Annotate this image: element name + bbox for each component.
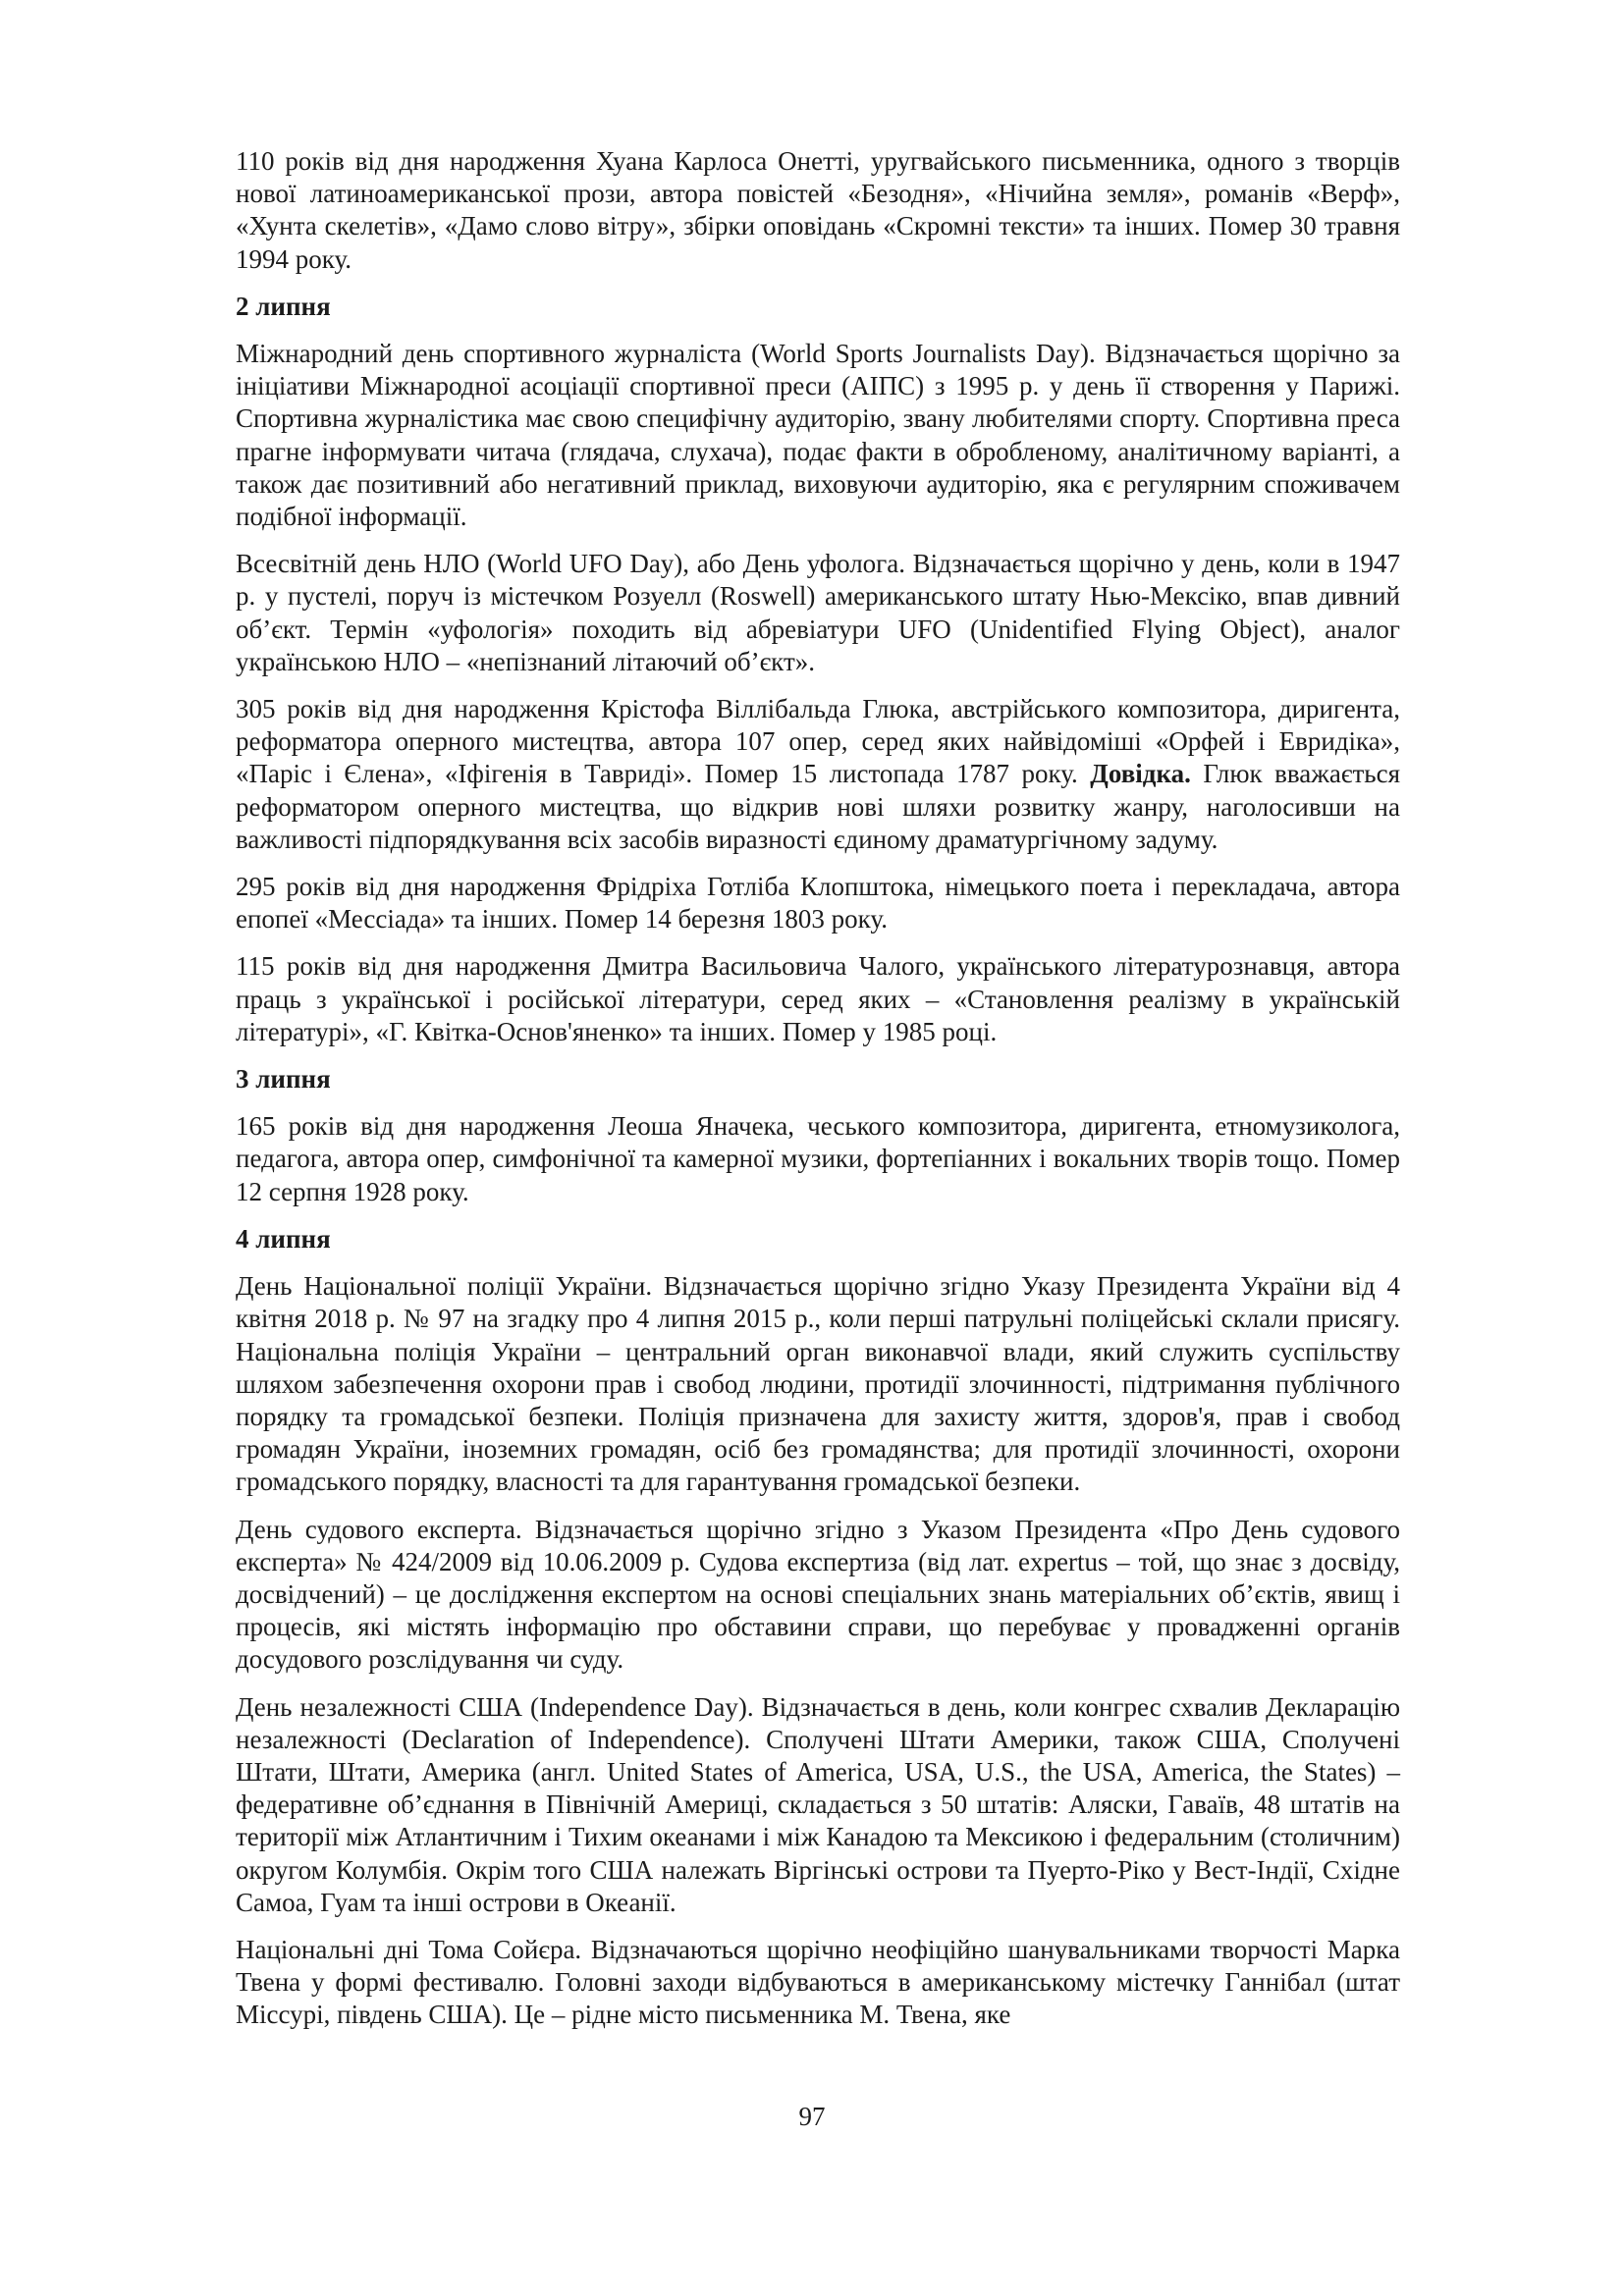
paragraph-ufo-day: Всесвітній день НЛО (World UFO Day), або День уфолога. Відзначається щорічно у день, коли в 1947 р. у пустелі, поруч із містечком Розуелл (Roswell) американського штату Нью-Мексіко, впав дивний об’єкт. Термін «уфологія» походить від абревіатури UFO (Unidentified Flying Object), аналог українською НЛО – «непізнаний літаючий об’єкт». <box>236 549 1400 676</box>
date-heading-july-3: 3 липня <box>236 1064 331 1095</box>
reference-text: Глюк вважається реформатором оперного мистецтва, що відкрив нові шляхи розвитку жанру, наголосивши на важливості підпорядкування всіх засобів виразності єдиному драматургічному задуму. <box>236 759 1400 854</box>
paragraph-gluck-main: 305 років від дня народження Крістофа Віллібальда Глюка, австрійського композитора, диригента, реформатора оперного мистецтва, автора 107 опер, серед яких найвідоміші «Орфей і Евридіка», «Паріс і Єлена», «Іфігенія в Тавриді». Помер 15 листопада 1787 року. <box>236 694 1400 789</box>
paragraph-usa-independence-day: День незалежності США (Independence Day). Відзначається в день, коли конгрес схвалив Декларацію незалежності (Declaration of Independence). Сполучені Штати Америки, також США, Сполучені Штати, Штати, Америка (англ. United States of America, USA, U.S., the USA, America, the States) – федеративне об’єднання в Північній Америці, складається з 50 штатів: Аляски, Гаваїв, 48 штатів на території між Атлантичним і Тихим океанами і між Канадою та Мексикою і федеральним (столичним) округом Колумбія. Окрім того США належать Віргінські острови та Пуерто-Ріко у Вест-Індії, Східне Самоа, Гуам та інші острови в Океанії. <box>236 1691 1400 1917</box>
paragraph-tom-sawyer-days: Національні дні Тома Сойєра. Відзначаються щорічно неофіційно шанувальниками творчості Марка Твена у формі фестивалю. Головні заходи відбуваються в американському містечку Ганнібал (штат Міссурі, південь США). Це – рідне місто письменника М. Твена, яке <box>236 1934 1400 2030</box>
paragraph-sports-journalist-day: Міжнародний день спортивного журналіста (World Sports Journalists Day). Відзначається щорічно за ініціативи Міжнародної асоціації спортивної преси (АІПС) з 1995 р. у день її створення у Парижі. Спортивна журналістика має свою специфічну аудиторію, звану любителями спорту. Спортивна преса прагне інформувати читача (глядача, слухача), подає факти в обробленому, аналітичному варіанті, а також дає позитивний або негативний приклад, виховуючи аудиторію, яка є регулярним споживачем подібної інформації. <box>236 339 1400 532</box>
date-heading-july-4: 4 липня <box>236 1223 331 1254</box>
reference-label: Довідка. <box>1090 759 1191 789</box>
page-number: 97 <box>798 2102 826 2131</box>
paragraph-klopstock: 295 років від дня народження Фрідріха Готліба Клопштока, німецького поета і перекладача, автора епопеї «Мессіада» та інших. Помер 14 березня 1803 року. <box>236 872 1400 934</box>
paragraph-janacek: 165 років від дня народження Леоша Яначека, чеського композитора, диригента, етномузиколога, педагога, автора опер, симфонічної та камерної музики, фортепіанних і вокальних творів тощо. Помер 12 серпня 1928 року. <box>236 1111 1400 1206</box>
paragraph-onetti: 110 років від дня народження Хуана Карлоса Онетті, уругвайського письменника, одного з творців нової латиноамериканської прози, автора повістей «Безодня», «Нічийна земля», романів «Верф», «Хунта скелетів», «Дамо слово вітру», збірки оповідань «Скромні тексти» та інших. Помер 30 травня 1994 року. <box>236 146 1400 274</box>
paragraph-forensic-expert-day: День судового експерта. Відзначається щорічно згідно з Указом Президента «Про День судового експерта» № 424/2009 від 10.06.2009 р. Судова експертиза (від лат. expertus – той, що знає з досвіду, досвідчений) – це дослідження експертом на основі спеціальних знань матеріальних об’єктів, явищ і процесів, які містять інформацію про обставини справи, що перебуває у провадженні органів досудового розслідування чи суду. <box>236 1514 1400 1675</box>
paragraph-chalyi: 115 років від дня народження Дмитра Васильовича Чалого, українського літературознавця, автора праць з української і російської літератури, серед яких – «Становлення реалізму в українській літературі», «Г. Квітка-Основ'яненко» та інших. Помер у 1985 році. <box>236 951 1400 1046</box>
date-heading-july-2: 2 липня <box>236 291 331 321</box>
paragraph-national-police-day: День Національної поліції України. Відзначається щорічно згідно Указу Президента України від 4 квітня 2018 р. № 97 на згадку про 4 липня 2015 р., коли перші патрульні поліцейські склали присягу. Національна поліція України – центральний орган виконавчої влади, який служить суспільству шляхом забезпечення охорони прав і свобод людини, протидії злочинності, підтримання публічного порядку та громадської безпеки. Поліція призначена для захисту життя, здоров'я, прав і свобод громадян України, іноземних громадян, осіб без громадянства; для протидії злочинності, охорони громадського порядку, власності та для гарантування громадської безпеки. <box>236 1271 1400 1497</box>
paragraph-gluck <box>236 693 1400 856</box>
document-page <box>236 145 1400 2047</box>
